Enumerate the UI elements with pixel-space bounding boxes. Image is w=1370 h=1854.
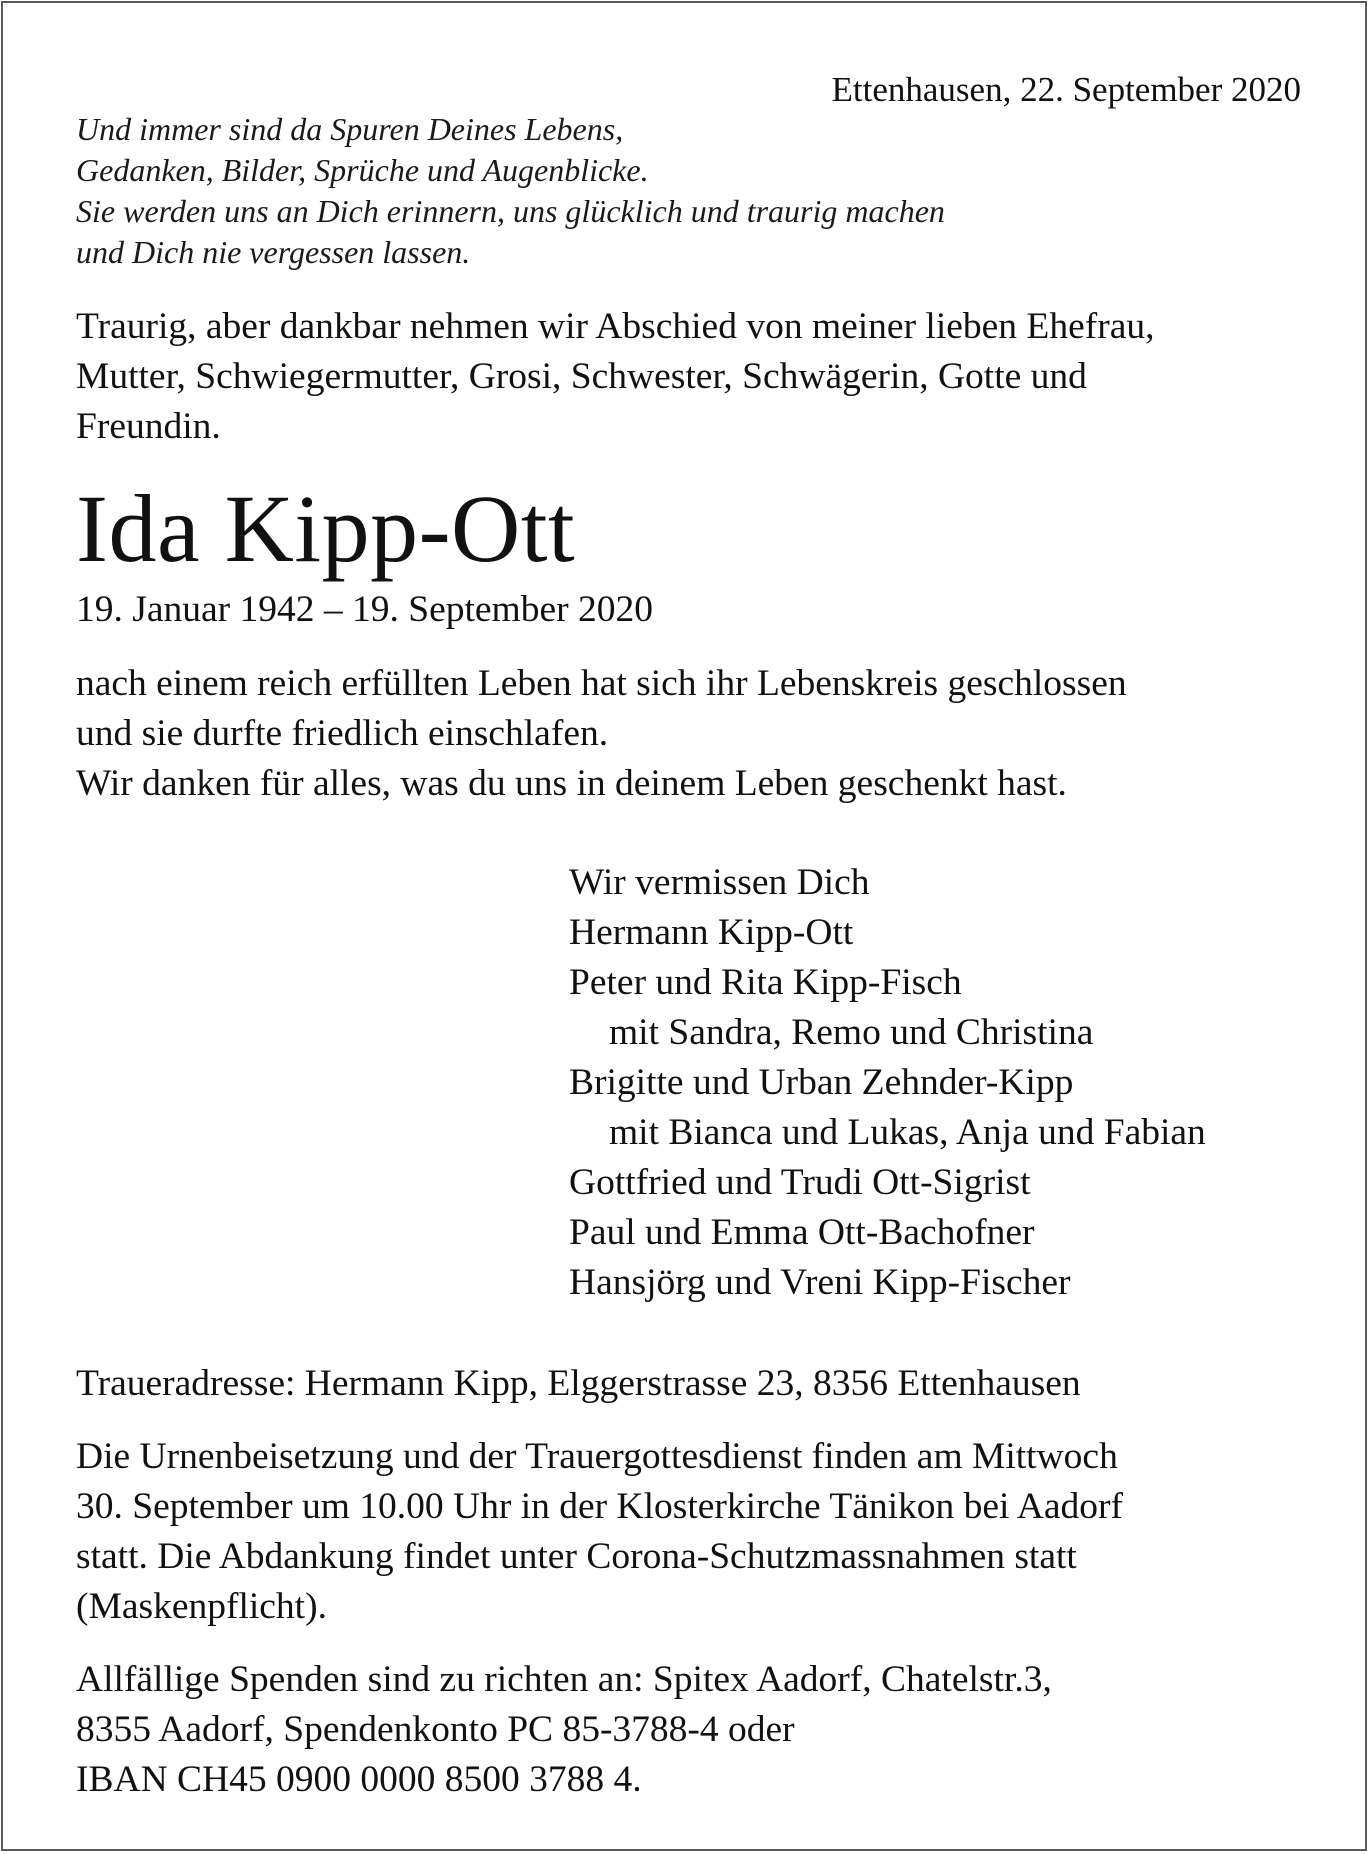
obituary-notice bbox=[1, 1, 1367, 1851]
place-date: Ettenhausen, 22. September 2020 bbox=[831, 70, 1301, 109]
signature-line: mit Sandra, Remo und Christina bbox=[609, 1012, 1094, 1053]
donation-line: 8355 Aadorf, Spendenkonto PC 85-3788-4 oder bbox=[76, 1709, 795, 1750]
intro-line: Traurig, aber dankbar nehmen wir Abschied von meiner lieben Ehefrau, bbox=[76, 306, 1155, 347]
donation-line: Allfällige Spenden sind zu richten an: Spitex Aadorf, Chatelstr.3, bbox=[76, 1659, 1052, 1700]
donation-line: IBAN CH45 0900 0000 8500 3788 4. bbox=[76, 1759, 642, 1800]
signature-line: Hansjörg und Vreni Kipp-Fischer bbox=[569, 1262, 1071, 1303]
service-line: statt. Die Abdankung findet unter Corona-Schutzmassnahmen statt bbox=[76, 1536, 1077, 1577]
message-line: und sie durfte friedlich einschlafen. bbox=[76, 713, 609, 754]
signature-line: Wir vermissen Dich bbox=[569, 862, 870, 903]
message-line: nach einem reich erfüllten Leben hat sich ihr Lebenskreis geschlossen bbox=[76, 663, 1127, 704]
signature-line: mit Bianca und Lukas, Anja und Fabian bbox=[609, 1112, 1206, 1153]
service-line: 30. September um 10.00 Uhr in der Klosterkirche Tänikon bei Aadorf bbox=[76, 1486, 1123, 1527]
signature-line: Peter und Rita Kipp-Fisch bbox=[569, 962, 962, 1003]
verse-line: und Dich nie vergessen lassen. bbox=[76, 234, 471, 270]
signature-line: Brigitte und Urban Zehnder-Kipp bbox=[569, 1062, 1074, 1103]
verse-line: Gedanken, Bilder, Sprüche und Augenblicke. bbox=[76, 152, 649, 188]
signature-line: Gottfried und Trudi Ott-Sigrist bbox=[569, 1162, 1031, 1203]
intro-line: Mutter, Schwiegermutter, Grosi, Schwester, Schwägerin, Gotte und bbox=[76, 356, 1087, 397]
verse-line: Sie werden uns an Dich erinnern, uns glücklich und traurig machen bbox=[76, 193, 945, 229]
intro-line: Freundin. bbox=[76, 406, 221, 447]
mourning-address: Traueradresse: Hermann Kipp, Elggerstrasse 23, 8356 Ettenhausen bbox=[76, 1363, 1081, 1404]
service-line: (Maskenpflicht). bbox=[76, 1586, 327, 1627]
deceased-name: Ida Kipp-Ott bbox=[76, 475, 576, 582]
verse-line: Und immer sind da Spuren Deines Lebens, bbox=[76, 111, 624, 147]
signature-line: Hermann Kipp-Ott bbox=[569, 912, 854, 953]
message-line: Wir danken für alles, was du uns in deinem Leben geschenkt hast. bbox=[76, 763, 1067, 804]
signature-line: Paul und Emma Ott-Bachofner bbox=[569, 1212, 1035, 1253]
service-line: Die Urnenbeisetzung und der Trauergottesdienst finden am Mittwoch bbox=[76, 1436, 1118, 1477]
life-dates: 19. Januar 1942 – 19. September 2020 bbox=[76, 589, 653, 630]
